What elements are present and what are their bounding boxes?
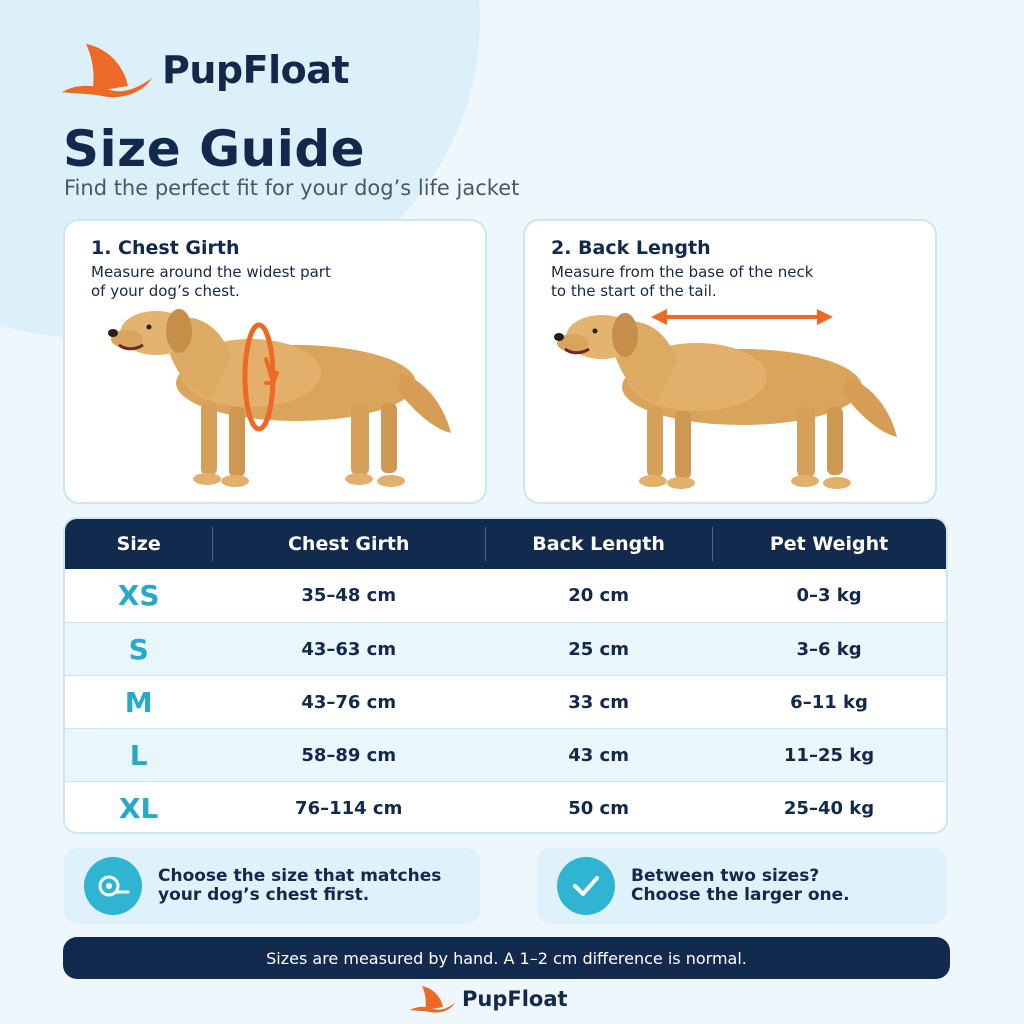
- table-header: [65, 519, 946, 569]
- weight-cell: 3–6 kg: [796, 638, 862, 660]
- weight-cell: 0–3 kg: [796, 585, 862, 606]
- weight-cell: 11–25 kg: [783, 744, 875, 766]
- checkmark-icon: [557, 857, 615, 915]
- header-back-length: Back Length: [485, 519, 712, 569]
- tip-text-line: Choose the larger one.: [631, 885, 850, 905]
- chest-cell: 43–63 cm: [301, 638, 397, 660]
- dog-illustration: [101, 303, 461, 493]
- table-row: [65, 728, 946, 781]
- table-body: [65, 569, 946, 834]
- measurement-note: Sizes are measured by hand. A 1–2 cm difference is normal.: [63, 937, 950, 979]
- card-description-line: to the start of the tail.: [551, 282, 717, 300]
- back-cell: 25 cm: [568, 638, 629, 660]
- measuring-tape-icon: [84, 857, 142, 915]
- header-pet-weight: Pet Weight: [712, 519, 946, 569]
- size-cell: XL: [118, 791, 159, 825]
- shark-fin-logo-icon: [410, 984, 456, 1014]
- table-row: [65, 781, 946, 834]
- card-description-line: Measure from the base of the neck: [551, 263, 814, 281]
- size-cell: L: [129, 738, 148, 772]
- back-cell: 43 cm: [568, 744, 629, 766]
- tip-text-line: Between two sizes?: [631, 866, 820, 886]
- chest-girth-card: [63, 219, 487, 504]
- size-cell: M: [124, 685, 153, 719]
- card-title: 1. Chest Girth: [91, 237, 240, 259]
- page-subtitle: Find the perfect fit for your dog’s life jacket: [64, 176, 520, 200]
- shark-fin-logo-icon: [62, 42, 154, 98]
- tip-text-line: your dog’s chest first.: [158, 885, 370, 905]
- brand-name: PupFloat: [162, 48, 350, 92]
- chest-cell: 58–89 cm: [301, 744, 397, 766]
- table-row: [65, 675, 946, 728]
- footer-brand: [410, 984, 568, 1014]
- tip-text: [631, 867, 947, 905]
- size-cell: XS: [117, 579, 160, 612]
- chest-cell: 35–48 cm: [301, 585, 397, 606]
- dog-illustration: [547, 303, 907, 493]
- card-description-line: Measure around the widest part: [91, 263, 331, 281]
- tip-text-line: Choose the size that matches: [158, 866, 442, 886]
- size-cell: S: [128, 632, 149, 666]
- header-size: Size: [116, 533, 161, 555]
- weight-cell: 25–40 kg: [783, 797, 875, 819]
- brand-logo: [62, 42, 349, 98]
- tip-chest-first: [64, 848, 480, 924]
- page-title: Size Guide: [63, 120, 366, 178]
- table-row: [65, 622, 946, 675]
- size-table: [63, 517, 948, 834]
- chest-cell: 76–114 cm: [295, 797, 403, 819]
- tip-text: [158, 867, 478, 905]
- back-cell: 33 cm: [568, 691, 629, 713]
- card-title: 2. Back Length: [551, 237, 711, 259]
- back-cell: 50 cm: [568, 797, 629, 819]
- chest-cell: 43–76 cm: [301, 691, 397, 713]
- tip-larger-size: [537, 848, 947, 924]
- card-description: [551, 263, 851, 301]
- back-length-card: [523, 219, 937, 504]
- footer-brand-name: PupFloat: [462, 987, 568, 1011]
- card-description: [91, 263, 391, 301]
- back-cell: 20 cm: [568, 585, 629, 606]
- weight-cell: 6–11 kg: [790, 691, 868, 713]
- card-description-line: of your dog’s chest.: [91, 282, 240, 300]
- table-row: [65, 569, 946, 622]
- header-chest-girth: Chest Girth: [212, 519, 485, 569]
